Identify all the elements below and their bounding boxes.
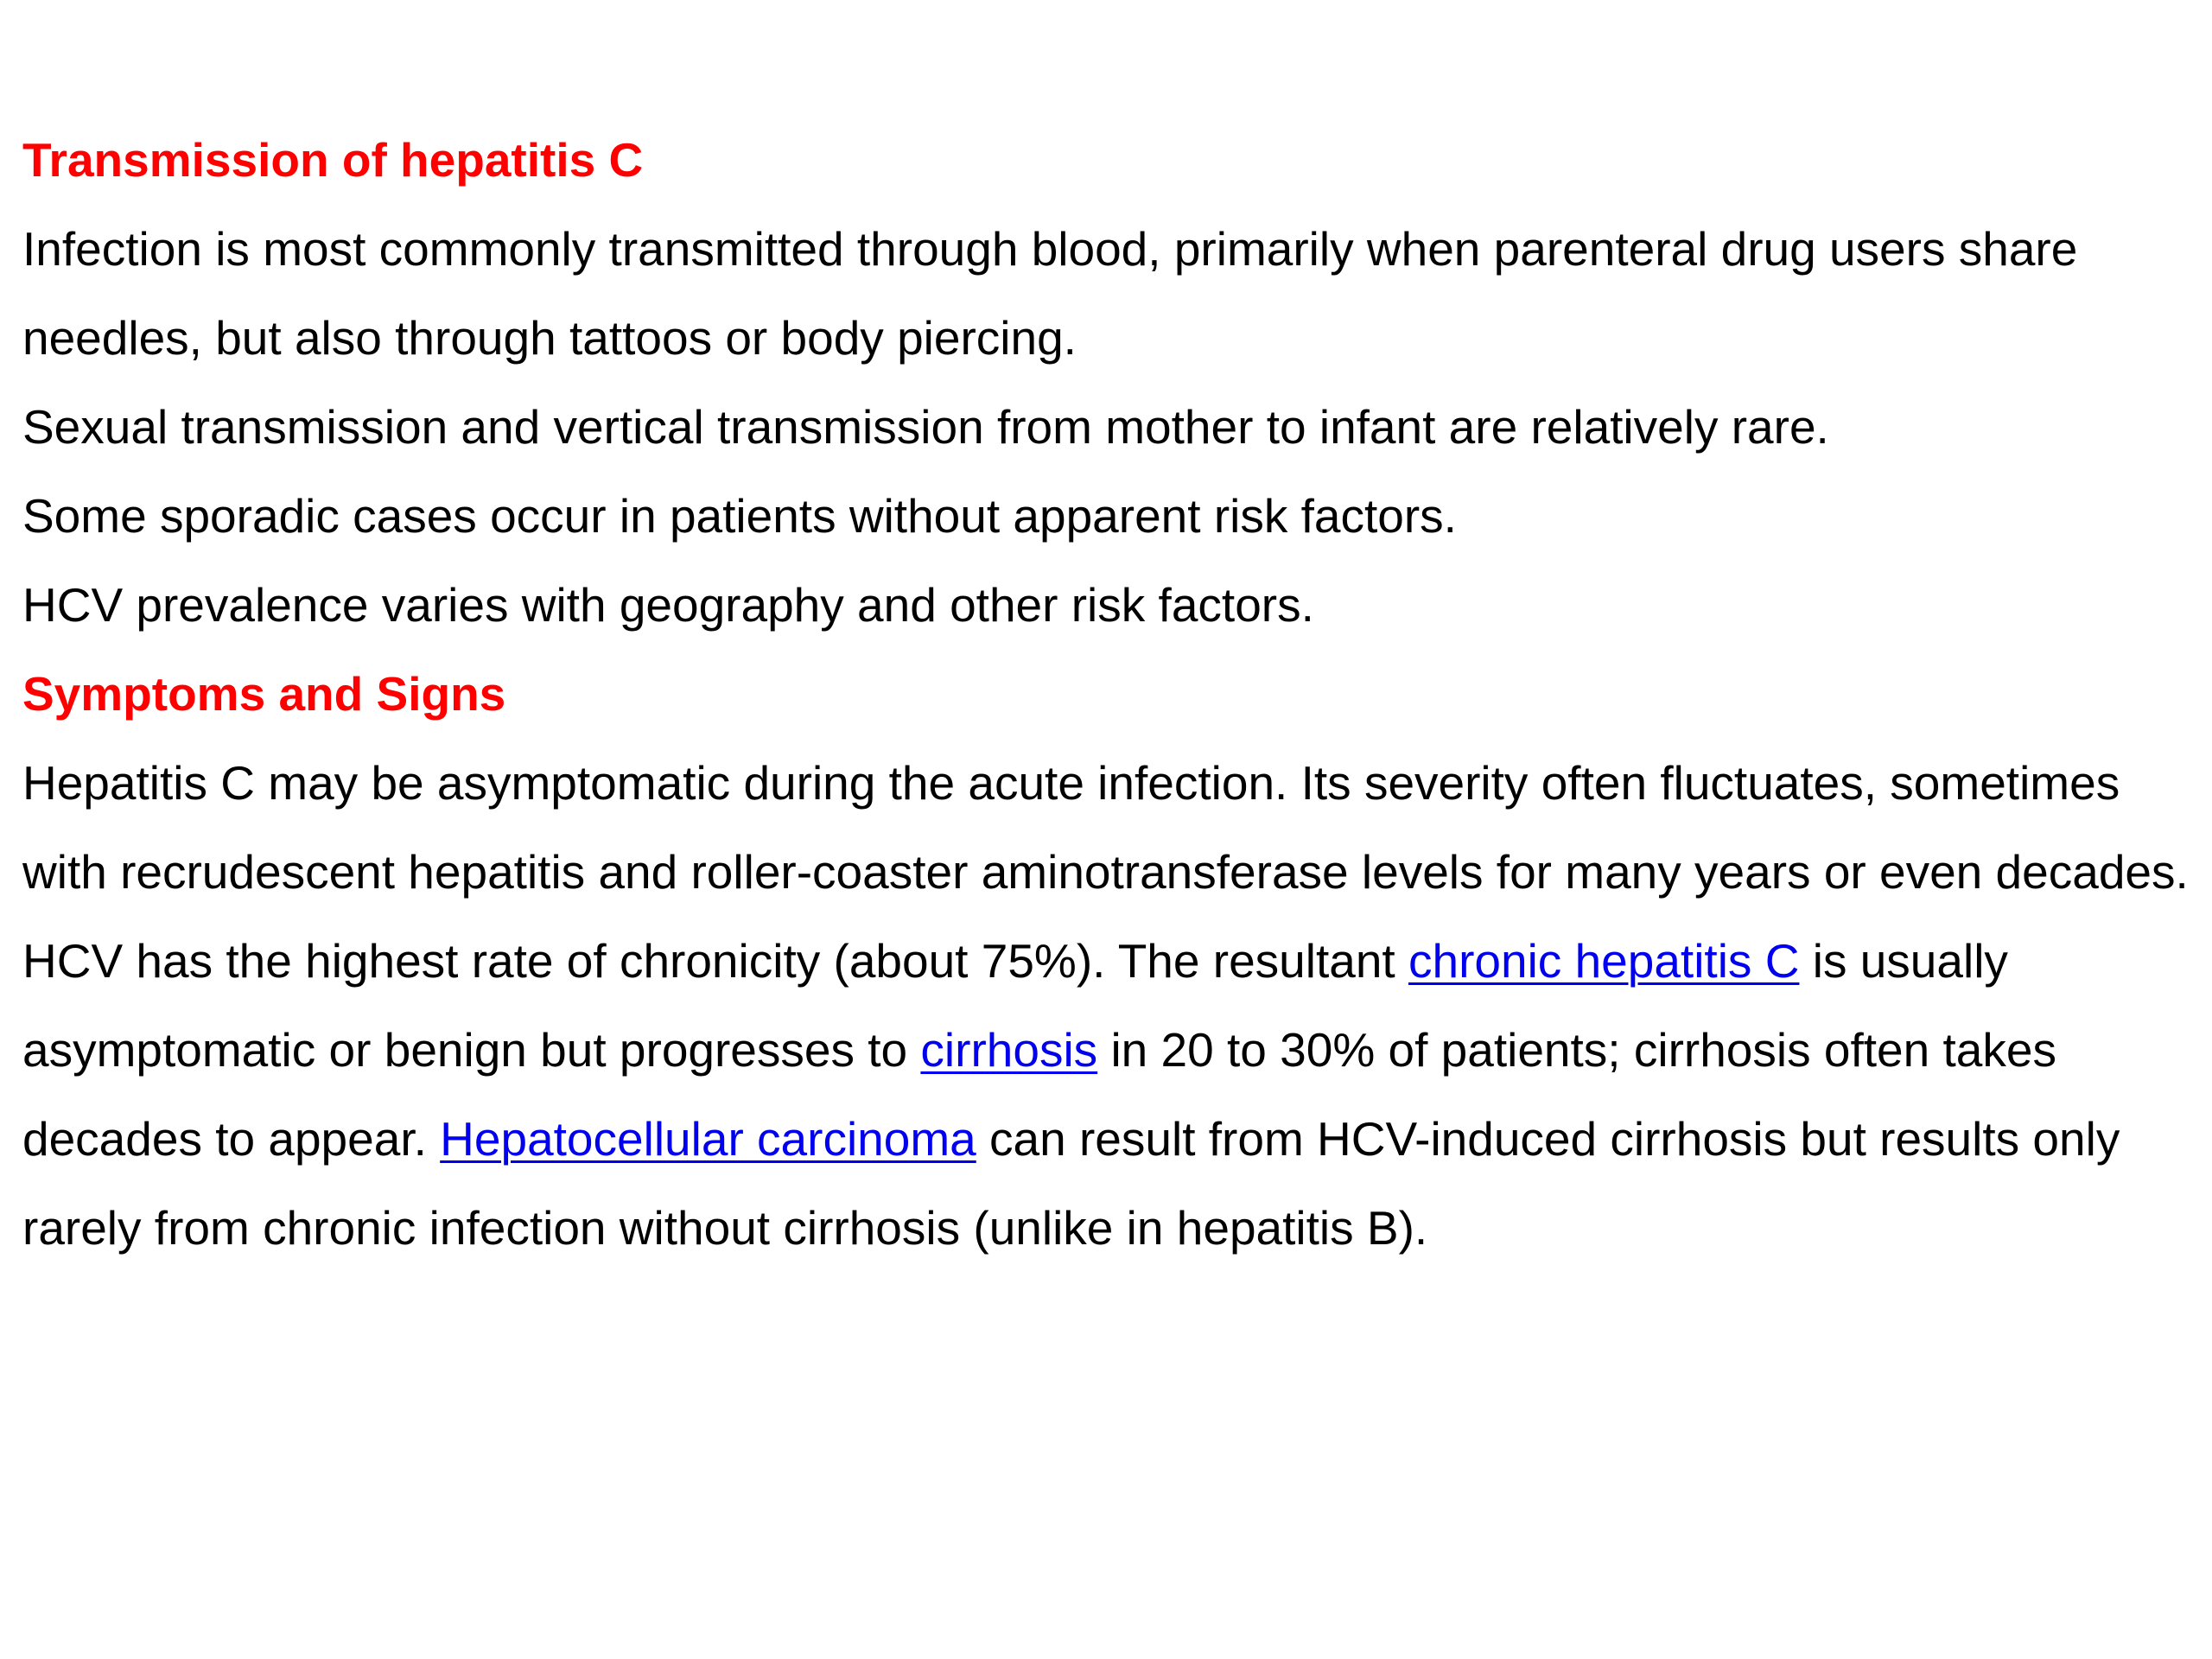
paragraph-chronicity bbox=[22, 917, 2191, 1273]
chronicity-text-2: is usually asymptomatic or benign but progresses to bbox=[22, 934, 2008, 1077]
link-hepatocellular-carcinoma[interactable]: Hepatocellular carcinoma bbox=[440, 1112, 976, 1166]
paragraph-prevalence: HCV prevalence varies with geography and other risk factors. bbox=[22, 578, 1314, 632]
link-cirrhosis[interactable]: cirrhosis bbox=[920, 1023, 1098, 1077]
chronicity-text-4: can result from HCV-induced cirrhosis but results only rarely from chronic infection without cirrhosis (unlike in hepatitis B). bbox=[22, 1112, 2120, 1255]
section-heading-transmission: Transmission of hepatitis C bbox=[22, 133, 644, 187]
paragraph-sporadic-cases: Some sporadic cases occur in patients without apparent risk factors. bbox=[22, 489, 1457, 543]
paragraph-acute-infection: Hepatitis C may be asymptomatic during the acute infection. Its severity often fluctuates, sometimes with recrudescent hepatitis and roller-coaster aminotransferase levels for many years or even decades. bbox=[22, 756, 2189, 899]
link-chronic-hepatitis-c[interactable]: chronic hepatitis C bbox=[1408, 934, 1800, 988]
chronicity-text-3: in 20 to 30% of patients; cirrhosis often takes decades to appear. bbox=[22, 1023, 2056, 1166]
paragraph-transmission-blood: Infection is most commonly transmitted through blood, primarily when parenteral drug users share needles, but also through tattoos or body piercing. bbox=[22, 222, 2078, 365]
document-body bbox=[22, 116, 2191, 1273]
section-heading-symptoms: Symptoms and Signs bbox=[22, 667, 506, 721]
paragraph-transmission-sexual: Sexual transmission and vertical transmission from mother to infant are relatively rare. bbox=[22, 400, 1829, 454]
chronicity-text-1: HCV has the highest rate of chronicity (about 75%). The resultant bbox=[22, 934, 1408, 988]
